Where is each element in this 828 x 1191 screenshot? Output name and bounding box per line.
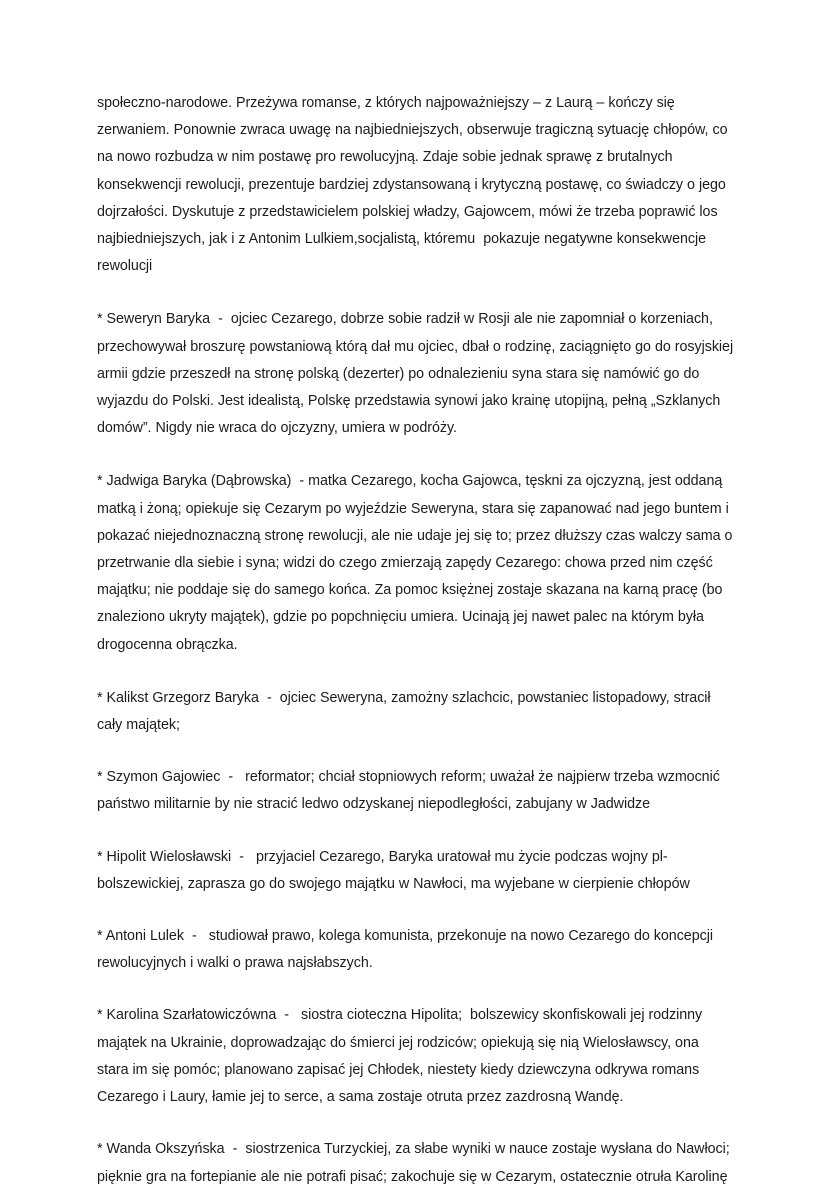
paragraph-cezary-summary: społeczno-narodowe. Przeżywa romanse, z których najpoważniejszy – z Laurą – kończy się zerwaniem. Ponownie zwraca uwagę na najbiedniejszych, obserwuje tragiczną sytuację chłopów, co na nowo rozbudza w nim postawę pro rewolucyjną. Zdaje sobie jednak sprawę z brutalnych konsekwencji rewolucji, prezentuje bardziej zdystansowaną i krytyczną postawę, co świadczy o jego dojrzałości. Dyskutuje z przedstawicielem polskiej władzy, Gajowcem, mówi że trzeba poprawić los najbiedniejszych, jak i z Antonim Lulkiem,socjalistą, któremu pokazuje negatywne konsekwencje rewolucji xyxy=(97,95,732,275)
paragraph-jadwiga-baryka: * Jadwiga Baryka (Dąbrowska) - matka Cezarego, kocha Gajowca, tęskni za ojczyzną, jest oddaną matką i żoną; opiekuje się Cezarym po wyjeździe Seweryna, stara się zapanować nad jego buntem i pokazać niejednoznaczną stronę rewolucji, ale nie udaje jej się to; przez dłuższy czas walczy sama o przetrwanie dla siebie i syna; widzi do czego zmierzają zapędy Cezarego: chowa przed nim część majątku; nie poddaje się do samego końca. Za pomoc księżnej zostaje skazana na karną pracę (bo znaleziono ukryty majątek), gdzie po popchnięciu umiera. Ucinają jej nawet palec na którym była drogocenna obrączka. xyxy=(97,473,737,653)
paragraph-antoni-lulek: * Antoni Lulek - studiował prawo, kolega komunista, przekonuje na nowo Cezarego do koncepcji rewolucyjnych i walki o prawa najsłabszych. xyxy=(97,928,717,972)
paragraph-wanda-okszynska: * Wanda Okszyńska - siostrzenica Turzyckiej, za słabe wyniki w nauce zostaje wysłana do Nawłoci; pięknie gra na fortepianie ale nie potrafi pisać; zakochuje się w Cezarym, ostatecznie otruła Karolinę xyxy=(97,1141,734,1185)
paragraph-karolina-szarlatowiczowna: * Karolina Szarłatowiczówna - siostra cioteczna Hipolita; bolszewicy skonfiskowali jej rodzinny majątek na Ukrainie, doprowadzając do śmierci jej rodziców; opiekują się nią Wielosławscy, ona stara im się pomóc; planowano zapisać jej Chłodek, niestety kiedy dziewczyna odkrywa romans Cezarego i Laury, łamie jej to serce, a sama zostaje otruta przez zazdrosną Wandę. xyxy=(97,1007,707,1106)
document-text-body xyxy=(97,90,738,1191)
paragraph-seweryn-baryka: * Seweryn Baryka - ojciec Cezarego, dobrze sobie radził w Rosji ale nie zapomniał o korzeniach, przechowywał broszurę powstaniową którą dał mu ojciec, dbał o rodzinę, zaciągnięto go do rosyjskiej armii gdzie przeszedł na stronę polską (dezerter) po odnalezieniu syna stara się namówić go do wyjazdu do Polski. Jest idealistą, Polskę przedstawia synowi jako krainę utopijną, pełną „Szklanych domów”. Nigdy nie wraca do ojczyzny, umiera w podróży. xyxy=(97,311,738,437)
paragraph-kalikst-baryka: * Kalikst Grzegorz Baryka - ojciec Seweryna, zamożny szlachcic, powstaniec listopadowy, stracił cały majątek; xyxy=(97,689,715,734)
paragraph-hipolit-wieloslawski: * Hipolit Wielosławski - przyjaciel Cezarego, Baryka uratował mu życie podczas wojny pl-bolszewickiej, zaprasza go do swojego majątku w Nawłoci, ma wyjebane w cierpienie chłopów xyxy=(97,848,690,892)
paragraph-szymon-gajowiec: * Szymon Gajowiec - reformator; chciał stopniowych reform; uważał że najpierw trzeba wzmocnić państwo militarnie by nie stracić ledwo odzyskanej niepodległości, zabujany w Jadwidze xyxy=(97,769,724,813)
